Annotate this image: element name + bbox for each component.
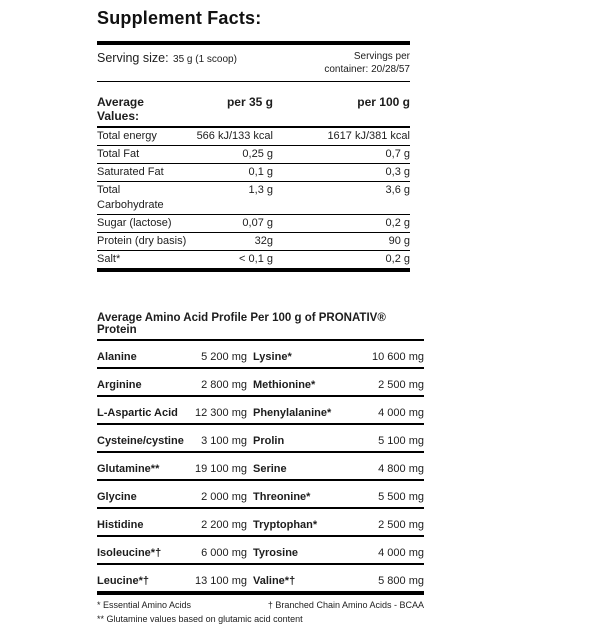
row-per100-value: 90 g bbox=[388, 235, 410, 247]
header-average-values: Average Values: bbox=[97, 95, 144, 123]
amino-value: 2 200 mg bbox=[201, 519, 247, 531]
amino-pair-right bbox=[253, 519, 424, 531]
table-row-protein-dry-basis bbox=[97, 233, 410, 251]
amino-name: Glutamine** bbox=[97, 463, 160, 475]
amino-pair-left bbox=[97, 575, 247, 587]
amino-acid-profile-header: Average Amino Acid Profile Per 100 g of PRONATIV® Protein bbox=[97, 312, 424, 341]
amino-value: 6 000 mg bbox=[201, 547, 247, 559]
table-row-total-energy bbox=[97, 128, 410, 146]
serving-size-value: 35 g (1 scoop) bbox=[173, 54, 237, 65]
amino-value: 10 600 mg bbox=[372, 351, 424, 363]
amino-value: 5 500 mg bbox=[378, 491, 424, 503]
amino-name: Lysine* bbox=[253, 351, 292, 363]
table-row-salt bbox=[97, 251, 410, 268]
amino-value: 4 800 mg bbox=[378, 463, 424, 475]
amino-name: Threonine* bbox=[253, 491, 311, 503]
amino-name: Arginine bbox=[97, 379, 142, 391]
amino-value: 5 800 mg bbox=[378, 575, 424, 587]
amino-pair-left bbox=[97, 379, 247, 391]
amino-pair-right bbox=[253, 547, 424, 559]
table-row-total-fat bbox=[97, 146, 410, 164]
row-per35-value: 566 kJ/133 kcal bbox=[196, 130, 273, 142]
amino-name: Leucine*† bbox=[97, 575, 149, 587]
row-per100-value: 0,3 g bbox=[385, 166, 410, 178]
amino-value: 2 000 mg bbox=[201, 491, 247, 503]
amino-name: Glycine bbox=[97, 491, 137, 503]
amino-name: Isoleucine*† bbox=[97, 547, 162, 559]
amino-pair-left bbox=[97, 407, 247, 419]
amino-row-leucine-valine bbox=[97, 565, 424, 595]
amino-row-aspartic-phenylalanine bbox=[97, 397, 424, 425]
row-label: Saturated Fat bbox=[97, 166, 164, 178]
row-label: Sugar (lactose) bbox=[97, 217, 172, 229]
serving-size-label: Serving size: bbox=[97, 51, 169, 65]
nutrition-table-header bbox=[97, 82, 410, 128]
amino-name: Tyrosine bbox=[253, 547, 299, 559]
row-per100-value: 0,2 g bbox=[385, 217, 410, 229]
amino-name: Serine bbox=[253, 463, 287, 475]
footnote-essential: * Essential Amino Acids bbox=[97, 600, 192, 610]
supplement-facts-label bbox=[97, 8, 424, 625]
amino-value: 13 100 mg bbox=[195, 575, 247, 587]
row-label: Total energy bbox=[97, 130, 157, 142]
row-per35-value: 1,3 g bbox=[248, 184, 273, 196]
row-per100-value: 0,7 g bbox=[385, 148, 410, 160]
row-label: Protein (dry basis) bbox=[97, 235, 187, 247]
amino-pair-right bbox=[253, 463, 424, 475]
table-row-total-carbohydrate bbox=[97, 182, 410, 215]
amino-pair-right bbox=[253, 435, 424, 447]
amino-value: 4 000 mg bbox=[378, 407, 424, 419]
amino-value: 5 200 mg bbox=[201, 351, 247, 363]
amino-pair-right bbox=[253, 379, 424, 391]
amino-pair-left bbox=[97, 491, 247, 503]
amino-name: Alanine bbox=[97, 351, 137, 363]
footnotes bbox=[97, 600, 424, 625]
amino-pair-left bbox=[97, 435, 247, 447]
amino-value: 19 100 mg bbox=[195, 463, 247, 475]
footnote-bcaa: † Branched Chain Amino Acids - BCAA bbox=[267, 600, 424, 610]
amino-pair-right bbox=[253, 351, 424, 363]
footnote-glutamine: ** Glutamine values based on glutamic acid content bbox=[97, 614, 303, 624]
amino-value: 2 800 mg bbox=[201, 379, 247, 391]
footnote-row-1 bbox=[97, 600, 424, 611]
row-per35-value: 32g bbox=[254, 235, 273, 247]
row-per100-value: 1617 kJ/381 kcal bbox=[327, 130, 410, 142]
row-per35-value: 0,07 g bbox=[242, 217, 273, 229]
amino-pair-right bbox=[253, 575, 424, 587]
header-per-100g: per 100 g bbox=[357, 95, 410, 109]
amino-value: 5 100 mg bbox=[378, 435, 424, 447]
amino-value: 12 300 mg bbox=[195, 407, 247, 419]
amino-name: Tryptophan* bbox=[253, 519, 318, 531]
amino-pair-left bbox=[97, 351, 247, 363]
amino-row-arginine-methionine bbox=[97, 369, 424, 397]
amino-row-histidine-tryptophan bbox=[97, 509, 424, 537]
page-title: Supplement Facts: bbox=[97, 8, 262, 28]
amino-name: Valine*† bbox=[253, 575, 296, 587]
amino-value: 3 100 mg bbox=[201, 435, 247, 447]
servings-per-line1: Servings per bbox=[353, 51, 410, 62]
amino-value: 2 500 mg bbox=[378, 379, 424, 391]
table-row-saturated-fat bbox=[97, 164, 410, 182]
serving-size-row bbox=[97, 45, 410, 82]
amino-pair-left bbox=[97, 547, 247, 559]
amino-row-isoleucine-tyrosine bbox=[97, 537, 424, 565]
nutrition-table bbox=[97, 41, 410, 272]
row-per35-value: 0,1 g bbox=[248, 166, 273, 178]
amino-pair-right bbox=[253, 407, 424, 419]
table-row-sugar-lactose bbox=[97, 215, 410, 233]
row-per35-value: < 0,1 g bbox=[239, 253, 273, 265]
amino-row-alanine-lysine bbox=[97, 341, 424, 369]
header-per-35g: per 35 g bbox=[226, 95, 273, 109]
row-per35-value: 0,25 g bbox=[242, 148, 273, 160]
amino-pair-left bbox=[97, 519, 247, 531]
amino-name: Prolin bbox=[253, 435, 285, 447]
servings-per-container bbox=[324, 49, 410, 76]
amino-name: Methionine* bbox=[253, 379, 316, 391]
row-per100-value: 0,2 g bbox=[385, 253, 410, 265]
amino-pair-left bbox=[97, 463, 247, 475]
row-label: Salt* bbox=[97, 253, 121, 265]
servings-per-line2: container: 20/28/57 bbox=[324, 64, 410, 75]
amino-value: 2 500 mg bbox=[378, 519, 424, 531]
amino-row-glutamine-serine bbox=[97, 453, 424, 481]
amino-name: Histidine bbox=[97, 519, 144, 531]
serving-size bbox=[97, 49, 237, 67]
divider-thick-bottom bbox=[97, 268, 410, 272]
amino-name: L-Aspartic Acid bbox=[97, 407, 178, 419]
row-label: Total Fat bbox=[97, 148, 140, 160]
amino-name: Cysteine/cystine bbox=[97, 435, 184, 447]
amino-name: Phenylalanine* bbox=[253, 407, 332, 419]
row-per100-value: 3,6 g bbox=[385, 184, 410, 196]
amino-row-glycine-threonine bbox=[97, 481, 424, 509]
amino-value: 4 000 mg bbox=[378, 547, 424, 559]
row-label: Total Carbohydrate bbox=[97, 184, 164, 211]
amino-acid-table bbox=[97, 312, 424, 595]
amino-row-cysteine-prolin bbox=[97, 425, 424, 453]
amino-pair-right bbox=[253, 491, 424, 503]
